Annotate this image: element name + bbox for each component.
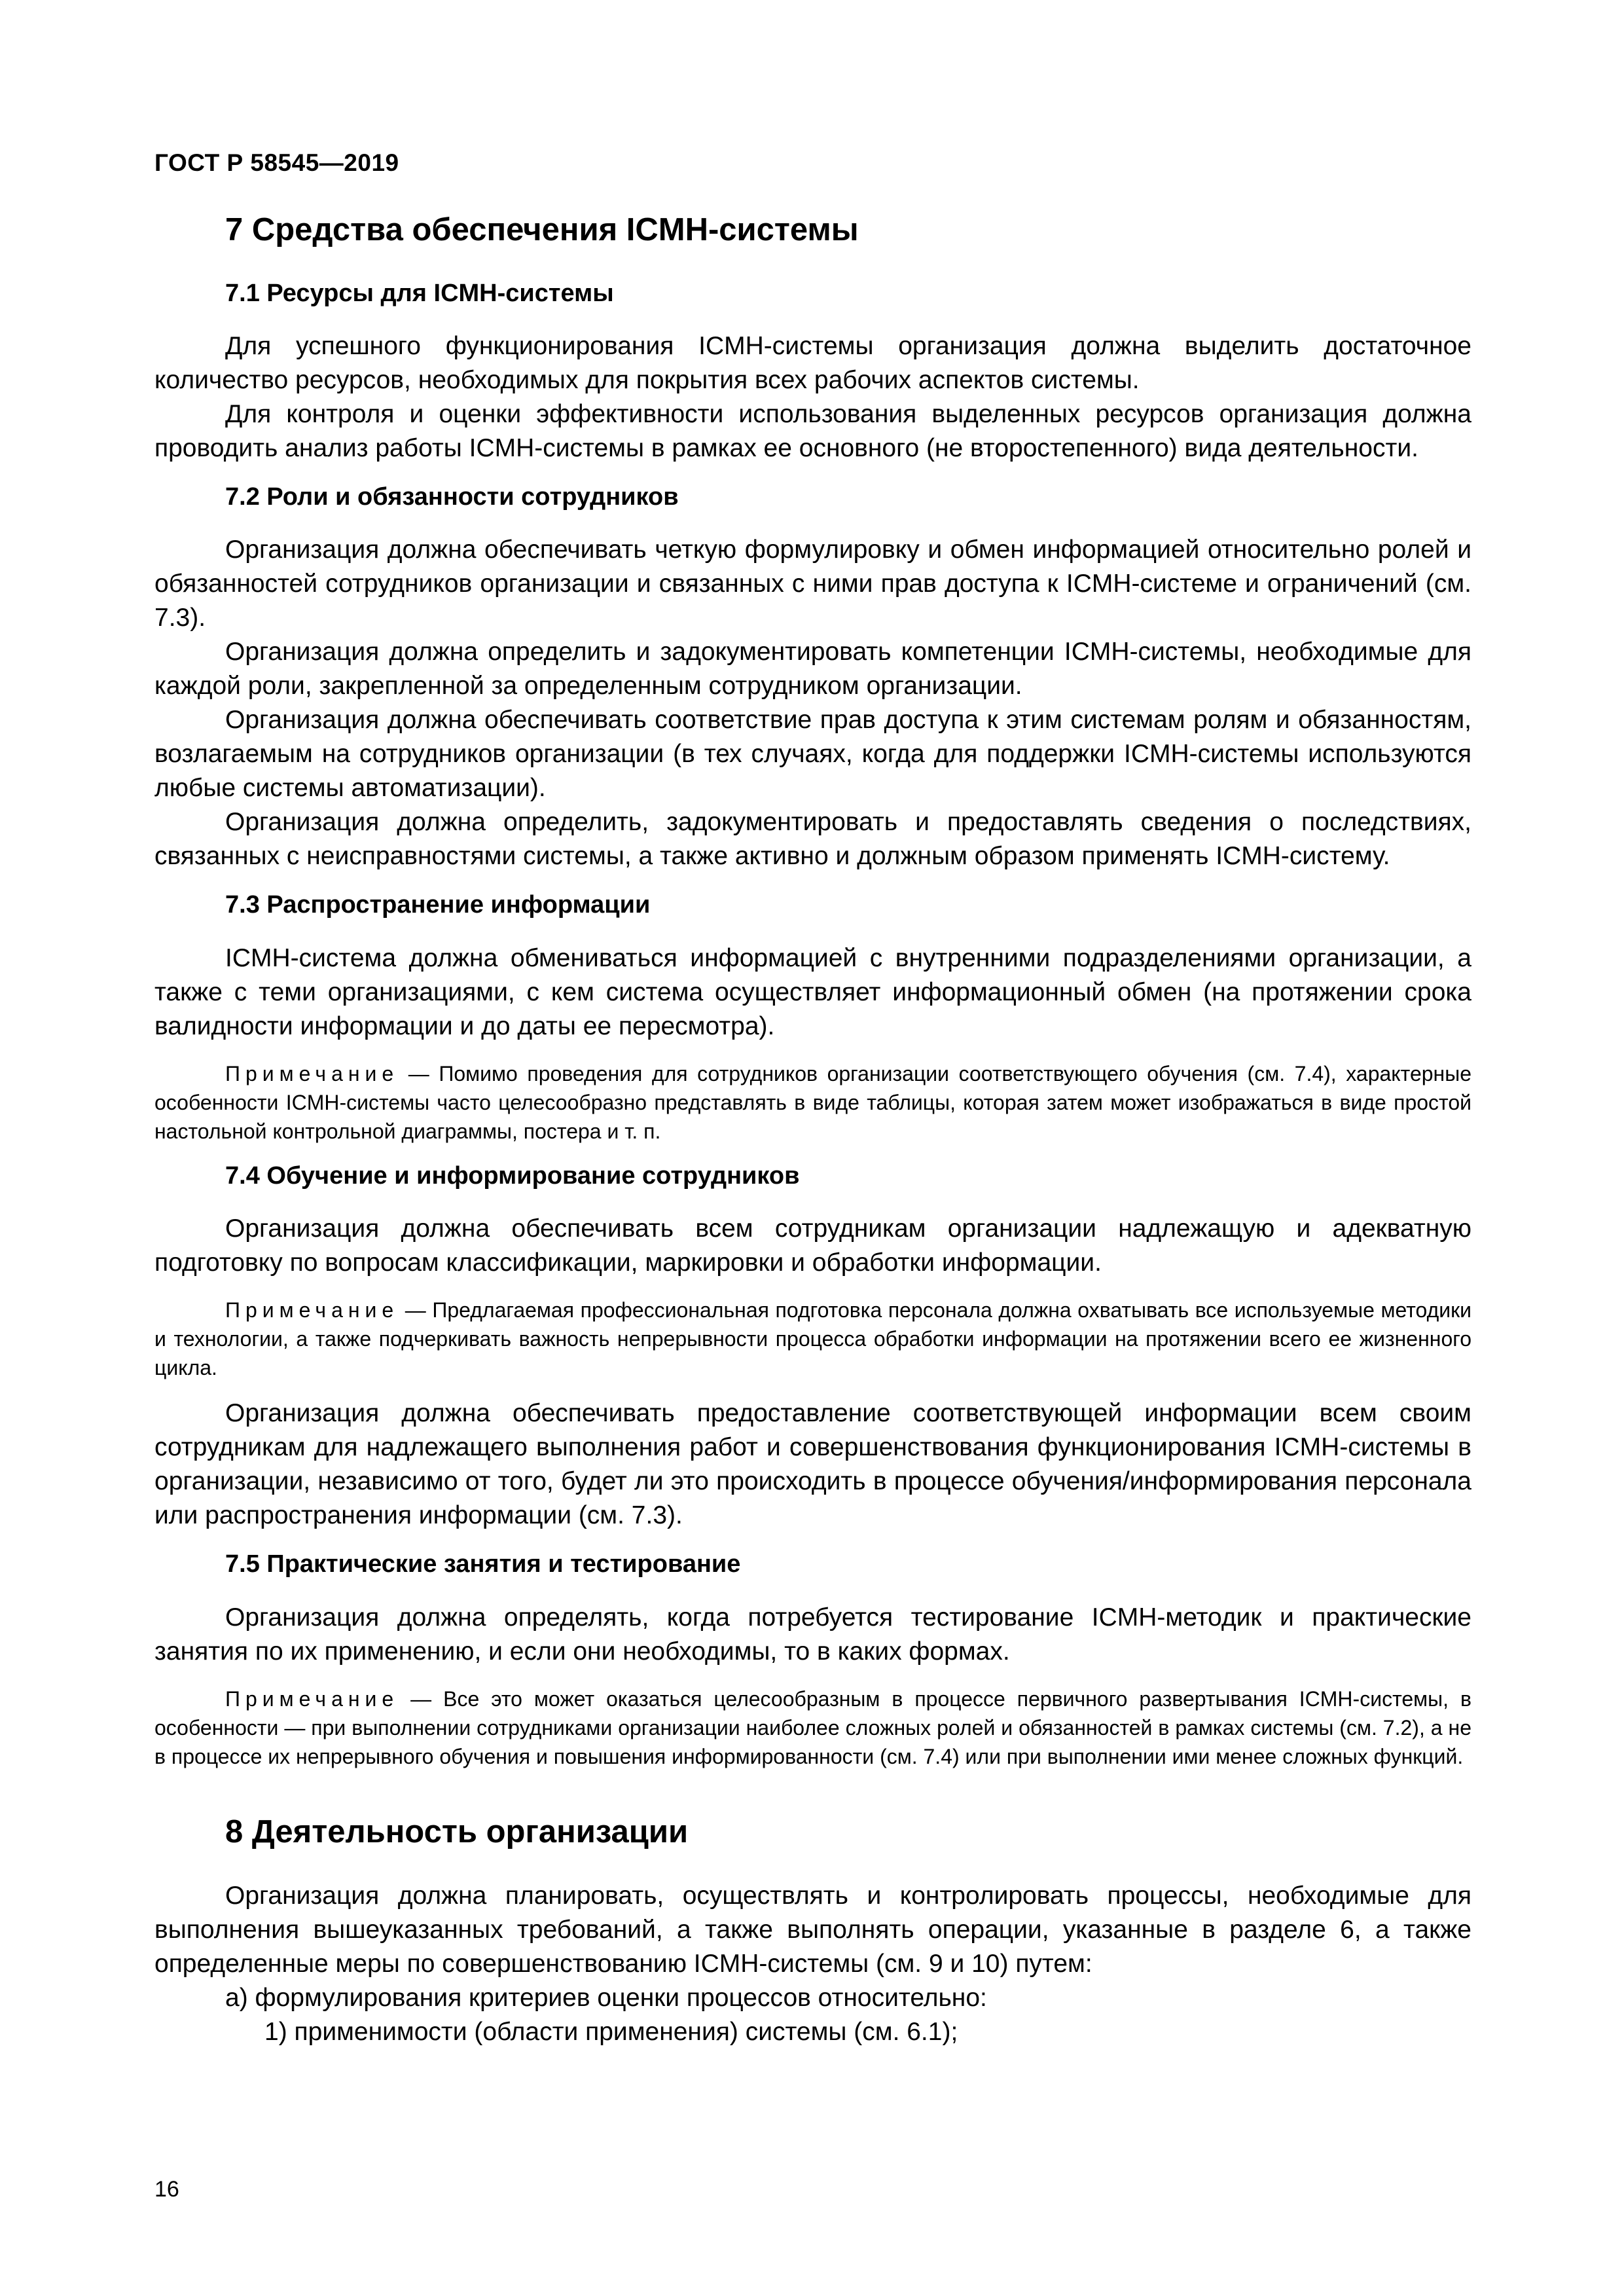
note	[154, 1296, 1471, 1382]
subsection-7-3-title: 7.3 Распространение информации	[225, 891, 651, 919]
paragraph: Для контроля и оценки эффективности использования выделенных ресурсов организация должна проводить анализ работы ICMH-системы в рамках ее основного (не второстепенного) вида деятельности.	[154, 400, 1471, 463]
note-label: Примечание	[225, 1061, 399, 1085]
note-label: Примечание	[225, 1298, 399, 1322]
subsection-7-5-title: 7.5 Практические занятия и тестирование	[225, 1550, 741, 1578]
paragraph: Организация должна обеспечивать соответствие прав доступа к этим системам ролям и обязанностям, возлагаемым на сотрудников организации (в тех случаях, когда для поддержки ICMH-системы используются любые системы автоматизации).	[154, 706, 1471, 803]
paragraph: Организация должна обеспечивать четкую формулировку и обмен информацией относительно ролей и обязанностей сотрудников организации и связанных с ними прав доступа к ICMH-системе и ограничений (см. 7.3).	[154, 536, 1471, 632]
note	[154, 1685, 1471, 1771]
document-body	[154, 210, 1471, 2049]
subsection-7-2-title: 7.2 Роли и обязанности сотрудников	[225, 483, 679, 511]
paragraph: Организация должна обеспечивать предоставление соответствующей информации всем своим сотрудникам для надлежащего выполнения работ и совершенствования функционирования ICMH-системы в организации, независимо от того, будет ли это происходить в процессе обучения/информирования персонала или распространения информации (см. 7.3).	[154, 1399, 1471, 1530]
section-7-title: 7 Средства обеспечения ICMH-системы	[225, 212, 859, 247]
document-header: ГОСТ Р 58545—2019	[154, 149, 399, 176]
paragraph: Организация должна определять, когда потребуется тестирование ICMH-методик и практические занятия по их применению, и если они необходимы, то в каких формах.	[154, 1603, 1471, 1666]
paragraph: Организация должна определить и задокументировать компетенции ICMH-системы, необходимые для каждой роли, закрепленной за определенным сотрудником организации.	[154, 638, 1471, 701]
paragraph: Организация должна планировать, осуществлять и контролировать процессы, необходимые для выполнения вышеуказанных требований, а также выполнять операции, указанные в разделе 6, а также определенные меры по совершенствованию ICMH-системы (см. 9 и 10) путем:	[154, 1882, 1471, 1978]
note-label: Примечание	[225, 1686, 399, 1711]
note-text: — Помимо проведения для сотрудников организации соответствующего обучения (см. 7.4), характерные особенности ICMH-системы часто целесообразно представлять в виде таблицы, которая затем может изображаться в виде простой настольной контрольной диаграммы, постера и т. п.	[154, 1061, 1471, 1143]
section-8-title: 8 Деятельность организации	[225, 1813, 689, 1850]
subsection-7-1-title: 7.1 Ресурсы для ICMH-системы	[225, 279, 614, 307]
note-text: — Все это может оказаться целесообразным в процессе первичного развертывания ICMH-системы, в особенности — при выполнении сотрудниками организации наиболее сложных ролей и обязанностей в рамках системы (см. 7.2), а не в процессе их непрерывного обучения и повышения информированности (см. 7.4) или при выполнении ими менее сложных функций.	[154, 1686, 1471, 1768]
paragraph: Для успешного функционирования ICMH-системы организация должна выделить достаточное количество ресурсов, необходимых для покрытия всех рабочих аспектов системы.	[154, 332, 1471, 395]
note-text: — Предлагаемая профессиональная подготовка персонала должна охватывать все используемые методики и технологии, а также подчеркивать важность непрерывности процесса обработки информации на протяжении всего ее жизненного цикла.	[154, 1298, 1471, 1380]
paragraph: Организация должна обеспечивать всем сотрудникам организации надлежащую и адекватную подготовку по вопросам классификации, маркировки и обработки информации.	[154, 1214, 1471, 1277]
paragraph: Организация должна определить, задокументировать и предоставлять сведения о последствиях, связанных с неисправностями системы, а также активно и должным образом применять ICMH-систему.	[154, 808, 1471, 871]
paragraph: ICMH-система должна обмениваться информацией с внутренними подразделениями организации, а также с теми организациями, с кем система осуществляет информационный обмен (на протяжении срока валидности информации и до даты ее пересмотра).	[154, 943, 1471, 1040]
note	[154, 1059, 1471, 1146]
list-item: 1) применимости (области применения) системы (см. 6.1);	[264, 2018, 958, 2047]
list-item: а) формулирования критериев оценки процессов относительно:	[225, 1984, 987, 2013]
subsection-7-4-title: 7.4 Обучение и информирование сотрудников	[225, 1161, 800, 1190]
page-number: 16	[154, 2177, 179, 2202]
